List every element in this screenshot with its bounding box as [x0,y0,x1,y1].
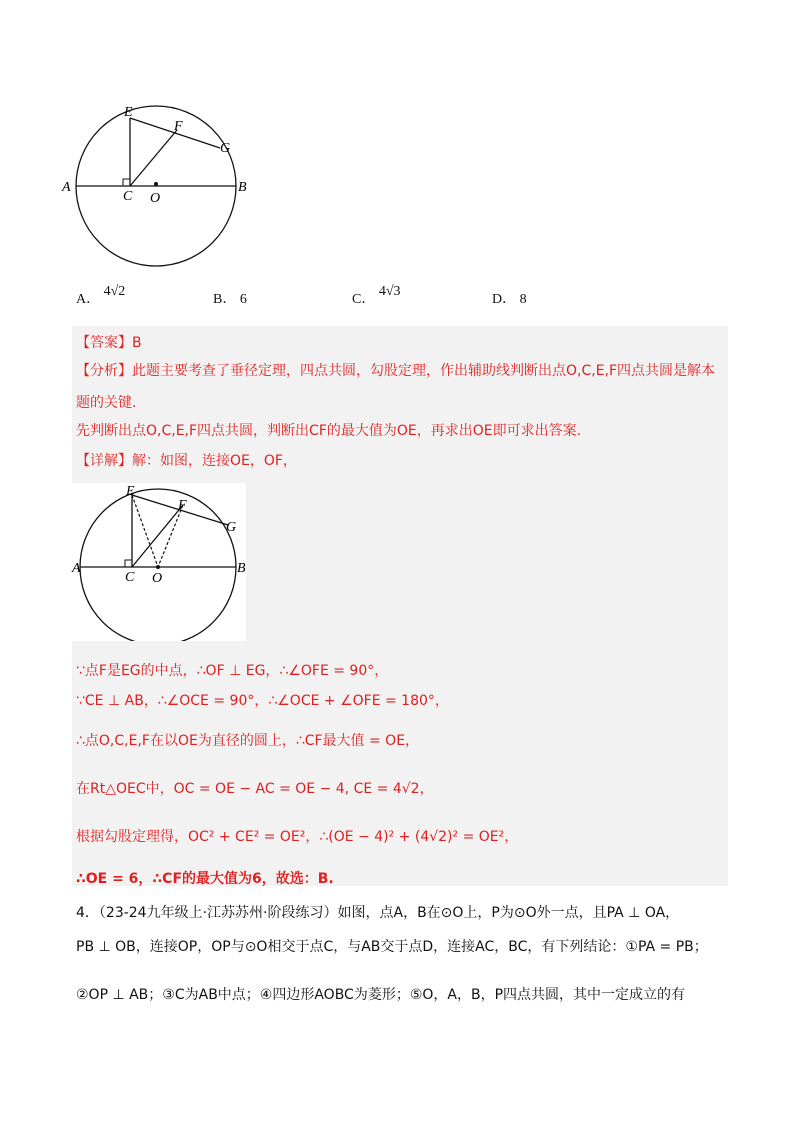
option-c-label: C． [352,292,376,307]
option-c [352,284,401,308]
label-O: O [150,191,161,206]
label-C: C [123,189,133,204]
detail-line: 【详解】解：如图，连接OE，OF， [76,453,297,469]
question-4-line-3: ②OP ⊥ AB；③C为AB中点；④四边形AOBC为菱形；⑤O，A，B，P四点共圆，其中一定成立的有 [76,987,686,1003]
option-b [213,288,247,308]
label-G: G [226,520,237,535]
question-4-line-2: PB ⊥ OB，连接OP，OP与⊙O相交于点C，与AB交于点D，连接AC，BC，有下列结论：①PA = PB； [76,939,708,955]
option-b-value: 6 [239,292,247,307]
label-E: E [124,105,133,120]
option-b-label: B． [213,292,237,307]
label-F: F [174,119,183,134]
option-d [492,288,527,308]
step-line-3: ∴点O,C,E,F在以OE为直径的圆上，∴CF最大值 = OE， [76,733,420,749]
label-A: A [72,561,81,576]
label-B: B [238,180,247,195]
question-4-line-1: 4．（23-24九年级上·江苏苏州·阶段练习）如图，点A，B在⊙O上，P为⊙O外一点，且PA ⊥ OA， [76,905,680,921]
option-a-label: A． [76,292,101,307]
label-G: G [220,141,231,156]
option-d-value: 8 [519,292,527,307]
label-F: F [178,498,187,513]
conclusion-line: ∴OE = 6，∴CF的最大值为6，故选：B. [76,871,334,887]
option-a [76,284,126,308]
label-E: E [126,484,135,499]
step-line-4: 在Rt△OEC中，OC = OE − AC = OE − 4, CE = 4√2， [76,781,434,797]
analysis-line: 【分析】此题主要考查了垂径定理，四点共圆，勾股定理，作出辅助线判断出点O,C,E,F四点共圆是解本 [76,363,716,379]
step-line-2: ∵CE ⊥ AB，∴∠OCE = 90°，∴∠OCE + ∠OFE = 180°， [76,693,449,709]
answer-line: 【答案】B [76,335,142,351]
option-c-value: 4√3 [378,284,401,299]
step-line-1: ∵点F是EG的中点，∴OF ⊥ EG，∴∠OFE = 90°， [76,663,389,679]
option-d-label: D． [492,292,517,307]
step-line-5: 根据勾股定理得，OC² + CE² = OE²，∴(OE − 4)² + (4√2)² = OE²， [76,829,519,845]
label-A: A [62,180,71,195]
label-B: B [237,561,246,576]
option-a-value: 4√2 [103,284,126,299]
analysis-line-3: 先判断出点O,C,E,F四点共圆，判断出CF的最大值为OE，再求出OE即可求出答案. [76,423,582,439]
label-O: O [152,571,163,586]
circle-figure-2 [60,483,260,641]
circle-figure-1 [60,100,260,270]
label-C: C [125,570,135,585]
analysis-line-2: 题的关键. [76,395,137,411]
